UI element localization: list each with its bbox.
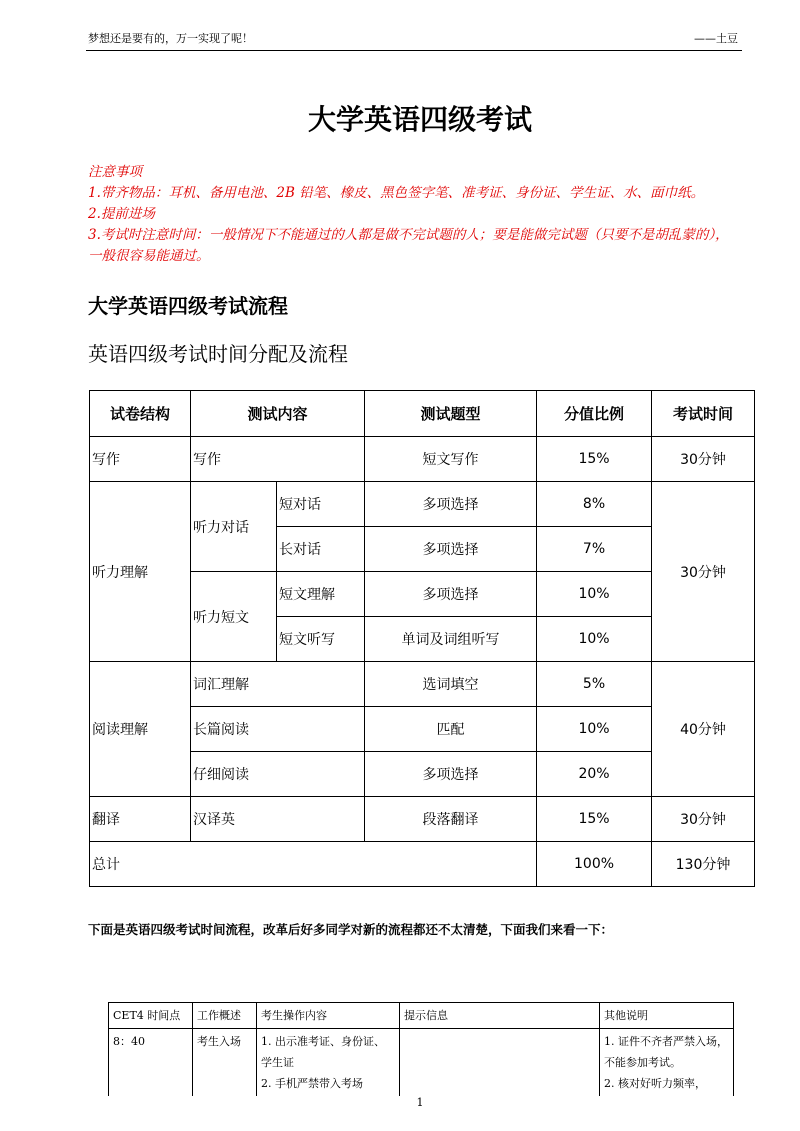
type-cell: 多项选择 xyxy=(365,752,537,797)
header-cell: 测试题型 xyxy=(365,391,537,437)
type-cell: 段落翻译 xyxy=(365,797,537,842)
total-ratio-cell: 100% xyxy=(537,842,652,887)
content-cell: 长篇阅读 xyxy=(191,707,365,752)
table-header-row xyxy=(109,1003,734,1029)
note-item: 1.带齐物品：耳机、备用电池、2B 铅笔、橡皮、黑色签字笔、准考证、身份证、学生证、水、面巾纸。 xyxy=(88,185,705,201)
content-cell: 短文听写 xyxy=(277,617,365,662)
schedule-table xyxy=(89,390,755,887)
notes-block xyxy=(88,162,758,267)
type-cell: 多项选择 xyxy=(365,572,537,617)
table-header-row xyxy=(90,391,755,437)
type-cell: 多项选择 xyxy=(365,482,537,527)
part-cell: 阅读理解 xyxy=(90,662,191,797)
content-cell: 短对话 xyxy=(277,482,365,527)
type-cell: 多项选择 xyxy=(365,527,537,572)
flow-table xyxy=(108,1002,734,1096)
content-group-cell: 听力短文 xyxy=(191,572,277,662)
ratio-cell: 10% xyxy=(537,707,652,752)
total-label-cell: 总计 xyxy=(90,842,537,887)
subsection-heading: 英语四级考试时间分配及流程 xyxy=(88,342,348,366)
ratio-cell: 10% xyxy=(537,572,652,617)
type-cell: 匹配 xyxy=(365,707,537,752)
notes-heading: 注意事项 xyxy=(88,164,142,180)
document-title: 大学英语四级考试 xyxy=(307,103,532,136)
ratio-cell: 7% xyxy=(537,527,652,572)
ratio-cell: 15% xyxy=(537,797,652,842)
header-cell: 考生操作内容 xyxy=(257,1003,400,1029)
header-cell: CET4 时间点 xyxy=(109,1003,193,1029)
note-item: 2. 核对好听力频率， xyxy=(604,1077,706,1090)
time-cell: 30分钟 xyxy=(652,482,755,662)
content-cell: 仔细阅读 xyxy=(191,752,365,797)
content-cell: 写作 xyxy=(191,437,365,482)
header-cell: 测试内容 xyxy=(191,391,365,437)
content-cell: 词汇理解 xyxy=(191,662,365,707)
hint-cell xyxy=(400,1029,600,1097)
type-cell: 选词填空 xyxy=(365,662,537,707)
ratio-cell: 20% xyxy=(537,752,652,797)
header-motto: 梦想还是要有的，万一实现了呢！ xyxy=(88,32,253,45)
type-cell: 短文写作 xyxy=(365,437,537,482)
actions-cell xyxy=(257,1029,400,1097)
header-divider xyxy=(86,50,742,51)
time-cell: 30分钟 xyxy=(652,437,755,482)
notes-cell xyxy=(600,1029,734,1097)
ratio-cell: 5% xyxy=(537,662,652,707)
ratio-cell: 15% xyxy=(537,437,652,482)
table-row xyxy=(90,482,755,527)
content-cell: 长对话 xyxy=(277,527,365,572)
intro-text: 下面是英语四级考试时间流程，改革后好多同学对新的流程都还不太清楚，下面我们来看一下： xyxy=(88,922,614,937)
table-row xyxy=(90,662,755,707)
note-item: 一般很容易能通过。 xyxy=(88,248,210,264)
total-time-cell: 130分钟 xyxy=(652,842,755,887)
table-row xyxy=(109,1029,734,1097)
table-row xyxy=(90,437,755,482)
time-cell: 30分钟 xyxy=(652,797,755,842)
part-cell: 翻译 xyxy=(90,797,191,842)
summary-cell: 考生入场 xyxy=(193,1029,257,1097)
content-cell: 汉译英 xyxy=(191,797,365,842)
header-cell: 提示信息 xyxy=(400,1003,600,1029)
header-cell: 考试时间 xyxy=(652,391,755,437)
header-author: ——土豆 xyxy=(694,32,738,45)
header-cell: 试卷结构 xyxy=(90,391,191,437)
content-cell: 短文理解 xyxy=(277,572,365,617)
part-cell: 听力理解 xyxy=(90,482,191,662)
note-item: 3.考试时注意时间：一般情况下不能通过的人都是做不完试题的人；要是能做完试题（只要不是胡乱蒙的）， xyxy=(88,227,729,243)
header-cell: 工作概述 xyxy=(193,1003,257,1029)
section-heading: 大学英语四级考试流程 xyxy=(88,294,288,318)
page-number: 1 xyxy=(416,1096,424,1109)
action-item: 2. 手机严禁带入考场 xyxy=(261,1077,363,1090)
part-cell: 写作 xyxy=(90,437,191,482)
ratio-cell: 8% xyxy=(537,482,652,527)
action-item: 1. 出示准考证、身份证、学生证 xyxy=(261,1035,385,1069)
header-cell: 其他说明 xyxy=(600,1003,734,1029)
type-cell: 单词及词组听写 xyxy=(365,617,537,662)
time-cell: 8：40 xyxy=(109,1029,193,1097)
total-row xyxy=(90,842,755,887)
time-cell: 40分钟 xyxy=(652,662,755,797)
note-item: 2.提前进场 xyxy=(88,206,155,222)
table-row xyxy=(90,797,755,842)
header-cell: 分值比例 xyxy=(537,391,652,437)
note-item: 1. 证件不齐者严禁入场，不能参加考试。 xyxy=(604,1035,728,1069)
content-group-cell: 听力对话 xyxy=(191,482,277,572)
ratio-cell: 10% xyxy=(537,617,652,662)
